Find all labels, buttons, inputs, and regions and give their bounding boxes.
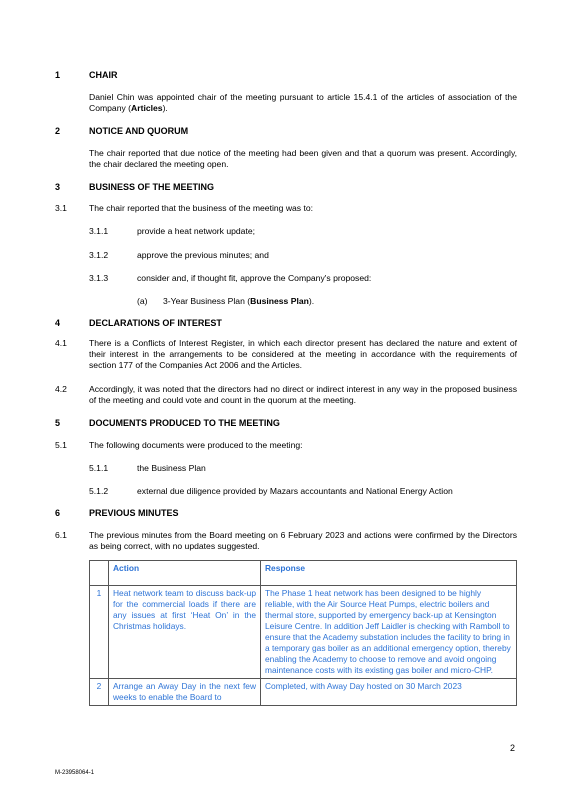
- section-number: 6: [55, 508, 61, 518]
- row-number: 2: [90, 679, 109, 706]
- section-title-documents: DOCUMENTS PRODUCED TO THE MEETING: [89, 418, 280, 428]
- table-row: [90, 679, 517, 706]
- clause-number: 3.1.1: [89, 226, 109, 236]
- table-header-response: Response: [261, 561, 517, 586]
- table-header-number: [90, 561, 109, 586]
- document-item: external due diligence provided by Mazars accountants and National Energy Action: [137, 486, 453, 496]
- document-item: the Business Plan: [137, 463, 206, 473]
- previous-minutes-paragraph: The previous minutes from the Board meeting on 6 February 2023 and actions were confirmed by the Directors as being correct, with no updates suggested.: [89, 530, 517, 551]
- declaration-paragraph: Accordingly, it was noted that the directors had no direct or indirect interest in any way in the proposed business of the meeting and could vote and count in the quorum at the meeting.: [89, 384, 517, 405]
- clause-number: 5.1.1: [89, 463, 109, 473]
- chair-paragraph: Daniel Chin was appointed chair of the meeting pursuant to article 15.4.1 of the articles of association of the Company (Articles).: [89, 92, 517, 113]
- section-title-notice: NOTICE AND QUORUM: [89, 126, 189, 136]
- business-item: consider and, if thought fit, approve the Company's proposed:: [137, 273, 372, 283]
- clause-number: 3.1.2: [89, 250, 109, 260]
- section-number: 1: [55, 70, 61, 80]
- defined-term-articles: Articles: [131, 103, 163, 113]
- table-row: [90, 586, 517, 679]
- clause-number: (a): [137, 296, 148, 306]
- section-title-declarations: DECLARATIONS OF INTEREST: [89, 318, 222, 328]
- actions-table: [89, 560, 517, 706]
- clause-number: 4.1: [55, 338, 67, 348]
- business-plan-item: 3-Year Business Plan (Business Plan).: [163, 296, 315, 306]
- business-intro: The chair reported that the business of the meeting was to:: [89, 203, 314, 213]
- notice-paragraph: The chair reported that due notice of the meeting had been given and that a quorum was present. Accordingly, the chair declared the meeting open.: [89, 148, 517, 169]
- section-title-previous-minutes: PREVIOUS MINUTES: [89, 508, 179, 518]
- clause-number: 6.1: [55, 530, 67, 540]
- action-cell: Arrange an Away Day in the next few weeks to enable the Board to: [109, 679, 261, 706]
- section-number: 2: [55, 126, 61, 136]
- clause-number: 3.1: [55, 203, 67, 213]
- section-number: 5: [55, 418, 61, 428]
- table-header-action: Action: [109, 561, 261, 586]
- response-cell: The Phase 1 heat network has been designed to be highly reliable, with the Air Source Heat Pumps, electric boilers and thermal store, supported by emergency back-up at Kensington Leisure Centre. In addition Jeff Laidler is checking with Ramboll to ensure that the Academy substation includes the facility to bring in a temporary gas boiler as an additional emergency option, thereby enabling the Academy to choose to remove and avoid ongoing maintenance costs with its existing gas boiler and micro-CHP.: [261, 586, 517, 679]
- section-title-chair: CHAIR: [89, 70, 118, 80]
- response-cell: Completed, with Away Day hosted on 30 March 2023: [261, 679, 517, 706]
- clause-number: 4.2: [55, 384, 67, 394]
- documents-intro: The following documents were produced to the meeting:: [89, 440, 303, 450]
- business-item: approve the previous minutes; and: [137, 250, 269, 260]
- defined-term-business-plan: Business Plan: [250, 296, 309, 306]
- row-number: 1: [90, 586, 109, 679]
- section-number: 3: [55, 182, 61, 192]
- action-cell: Heat network team to discuss back-up for the commercial loads if there are any issues at first ‘Heat On’ in the Christmas holidays.: [109, 586, 261, 679]
- clause-number: 5.1.2: [89, 486, 109, 496]
- section-number: 4: [55, 318, 61, 328]
- declaration-paragraph: There is a Conflicts of Interest Register, in which each director present has declared the nature and extent of their interest in the arrangements to be considered at the meeting in accordance with the requirements of section 177 of the Companies Act 2006 and the Articles.: [89, 338, 517, 370]
- table-header-row: [90, 561, 517, 586]
- business-item: provide a heat network update;: [137, 226, 256, 236]
- section-title-business: BUSINESS OF THE MEETING: [89, 182, 215, 192]
- clause-number: 3.1.3: [89, 273, 109, 283]
- clause-number: 5.1: [55, 440, 67, 450]
- document-reference-footer: M-23958064-1: [55, 770, 95, 776]
- page-number: 2: [510, 743, 516, 753]
